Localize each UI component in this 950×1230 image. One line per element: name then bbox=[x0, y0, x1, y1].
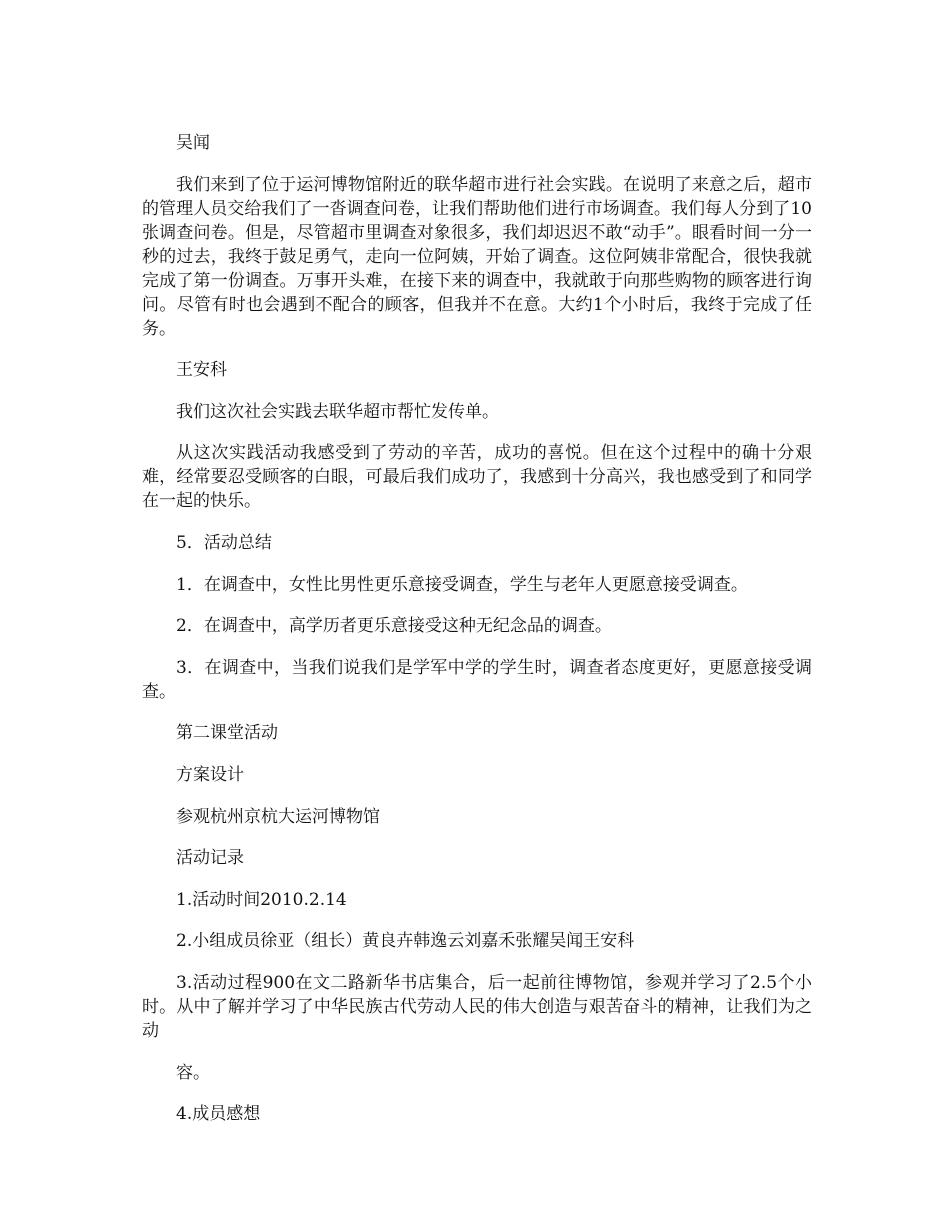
reflection-paragraph-wu-wen: 我们来到了位于运河博物馆附近的联华超市进行社会实践。在说明了来意之后，超市的管理人员交给我们了一沓调查问卷，让我们帮助他们进行市场调查。我们每人分到了10张调查问卷。但是，尽管超市里调查对象很多，我们却迟迟不敢“动手”。眼看时间一分一秒的过去，我终于鼓足勇气，走向一位阿姨，开始了调查。这位阿姨非常配合，很快我就完成了第一份调查。万事开头难，在接下来的调查中，我就敢于向那些购物的顾客进行询问。尽管有时也会遇到不配合的顾客，但我并不在意。大约1个小时后，我终于完成了任务。 bbox=[142, 174, 812, 339]
record-item-process: 3.活动过程900在文二路新华书店集合，后一起前往博物馆，参观并学习了2.5个小时。从中了解并学习了中华民族古代劳动人民的伟大创造与艰苦奋斗的精神，让我们为之动 bbox=[142, 972, 812, 1041]
section-heading-activity-record: 活动记录 bbox=[176, 848, 244, 869]
section-heading-second-classroom: 第二课堂活动 bbox=[176, 723, 278, 744]
section-heading-activity-summary: 5．活动总结 bbox=[176, 532, 272, 553]
summary-item-3: 3．在调查中，当我们说我们是学军中学的学生时，调查者态度更好，更愿意接受调查。 bbox=[142, 657, 812, 702]
author-name-wu-wen: 吴闻 bbox=[176, 133, 210, 153]
reflection-paragraph-wang-anke-2: 从这次实践活动我感受到了劳动的辛苦，成功的喜悦。但在这个过程中的确十分艰难，经常要忍受顾客的白眼，可最后我们成功了，我感到十分高兴，我也感受到了和同学在一起的快乐。 bbox=[142, 443, 812, 512]
summary-item-2: 2．在调查中，高学历者更乐意接受这种无纪念品的调查。 bbox=[176, 616, 612, 637]
record-item-members: 2.小组成员徐亚（组长）黄良卉韩逸云刘嘉禾张耀吴闻王安科 bbox=[176, 931, 635, 952]
section-heading-plan-design: 方案设计 bbox=[176, 764, 244, 785]
reflection-paragraph-wang-anke-1: 我们这次社会实践去联华超市帮忙发传单。 bbox=[176, 401, 499, 422]
record-item-reflections: 4.成员感想 bbox=[176, 1104, 261, 1125]
record-item-process-continued: 容。 bbox=[176, 1062, 210, 1083]
document-body bbox=[142, 131, 812, 1144]
record-item-time: 1.活动时间2010.2.14 bbox=[176, 889, 347, 910]
plan-title: 参观杭州京杭大运河博物馆 bbox=[176, 806, 380, 827]
author-name-wang-anke: 王安科 bbox=[176, 360, 227, 381]
summary-item-1: 1．在调查中，女性比男性更乐意接受调查，学生与老年人更愿意接受调查。 bbox=[176, 574, 748, 595]
